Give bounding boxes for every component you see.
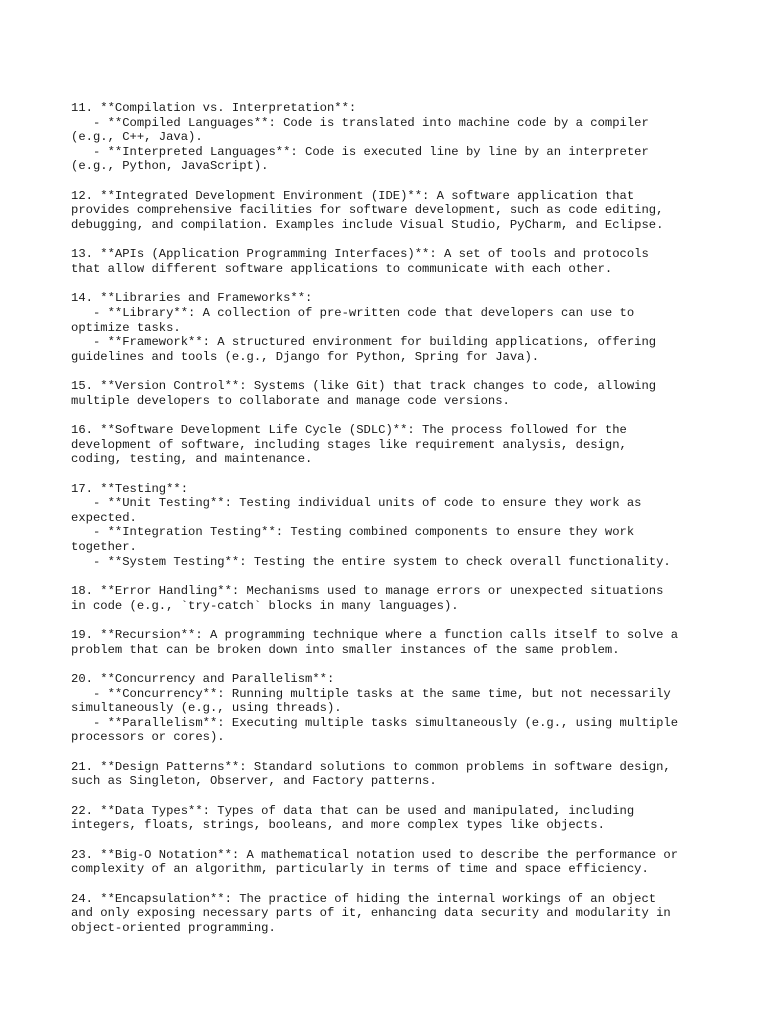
text-line: object-oriented programming. — [71, 920, 276, 935]
text-line: (e.g., Python, JavaScript). — [71, 159, 269, 174]
text-line: 24. **Encapsulation**: The practice of hiding the internal workings of an object — [71, 891, 657, 906]
text-line: - **Interpreted Languages**: Code is executed line by line by an interpreter — [71, 144, 649, 159]
text-line: 12. **Integrated Development Environment (IDE)**: A software application that — [71, 188, 635, 203]
text-line: 21. **Design Patterns**: Standard solutions to common problems in software design, — [71, 759, 671, 774]
text-line: problem that can be broken down into smaller instances of the same problem. — [71, 642, 620, 657]
list-item — [71, 482, 761, 570]
text-line: multiple developers to collaborate and manage code versions. — [71, 393, 510, 408]
list-item — [71, 584, 761, 613]
list-item — [71, 804, 761, 833]
list-item — [71, 628, 761, 657]
text-line: integers, floats, strings, booleans, and more complex types like objects. — [71, 818, 605, 833]
document-page — [71, 101, 761, 950]
text-line: such as Singleton, Observer, and Factory patterns. — [71, 774, 437, 789]
text-line: provides comprehensive facilities for software development, such as code editing, — [71, 203, 664, 218]
text-line: 13. **APIs (Application Programming Interfaces)**: A set of tools and protocols — [71, 247, 649, 262]
text-line: simultaneously (e.g., using threads). — [71, 701, 342, 716]
text-line: and only exposing necessary parts of it, enhancing data security and modularity in — [71, 906, 671, 921]
text-line: - **Compiled Languages**: Code is translated into machine code by a compiler — [71, 115, 649, 130]
text-line: guidelines and tools (e.g., Django for Python, Spring for Java). — [71, 349, 540, 364]
text-line: - **Unit Testing**: Testing individual units of code to ensure they work as — [71, 496, 642, 511]
list-item — [71, 892, 761, 936]
list-item — [71, 291, 761, 364]
list-item — [71, 760, 761, 789]
text-line: - **Framework**: A structured environment for building applications, offering — [71, 335, 657, 350]
text-line: 20. **Concurrency and Parallelism**: — [71, 671, 335, 686]
text-line: expected. — [71, 510, 137, 525]
text-line: - **Integration Testing**: Testing combined components to ensure they work — [71, 525, 635, 540]
text-line: 11. **Compilation vs. Interpretation**: — [71, 101, 357, 115]
text-line: development of software, including stages like requirement analysis, design, — [71, 437, 627, 452]
list-item — [71, 848, 761, 877]
list-item — [71, 672, 761, 745]
list-item — [71, 247, 761, 276]
text-line: 19. **Recursion**: A programming technique where a function calls itself to solve a — [71, 628, 679, 642]
list-item — [71, 101, 761, 174]
text-line: that allow different software applications to communicate with each other. — [71, 261, 613, 276]
text-line: debugging, and compilation. Examples include Visual Studio, PyCharm, and Eclipse. — [71, 217, 664, 232]
text-line: optimize tasks. — [71, 320, 181, 335]
text-line: 15. **Version Control**: Systems (like Git) that track changes to code, allowing — [71, 379, 657, 394]
text-line: - **System Testing**: Testing the entire system to check overall functionality. — [71, 554, 671, 569]
text-line: 23. **Big-O Notation**: A mathematical notation used to describe the performance or — [71, 847, 679, 862]
text-line: 16. **Software Development Life Cycle (SDLC)**: The process followed for the — [71, 423, 627, 438]
text-line: processors or cores). — [71, 730, 225, 745]
text-line: in code (e.g., `try-catch` blocks in many languages). — [71, 598, 459, 613]
text-line: - **Library**: A collection of pre-written code that developers can use to — [71, 305, 635, 320]
text-line: together. — [71, 540, 137, 555]
text-line: 22. **Data Types**: Types of data that can be used and manipulated, including — [71, 803, 635, 818]
text-line: - **Concurrency**: Running multiple tasks at the same time, but not necessarily — [71, 686, 671, 701]
text-line: complexity of an algorithm, particularly in terms of time and space efficiency. — [71, 862, 649, 877]
list-item — [71, 423, 761, 467]
text-line: (e.g., C++, Java). — [71, 130, 203, 145]
list-item — [71, 379, 761, 408]
text-line: 17. **Testing**: — [71, 481, 189, 496]
list-item — [71, 189, 761, 233]
text-line: 18. **Error Handling**: Mechanisms used to manage errors or unexpected situations — [71, 584, 664, 599]
text-line: coding, testing, and maintenance. — [71, 452, 313, 467]
text-line: 14. **Libraries and Frameworks**: — [71, 291, 313, 306]
text-line: - **Parallelism**: Executing multiple tasks simultaneously (e.g., using multiple — [71, 715, 679, 730]
